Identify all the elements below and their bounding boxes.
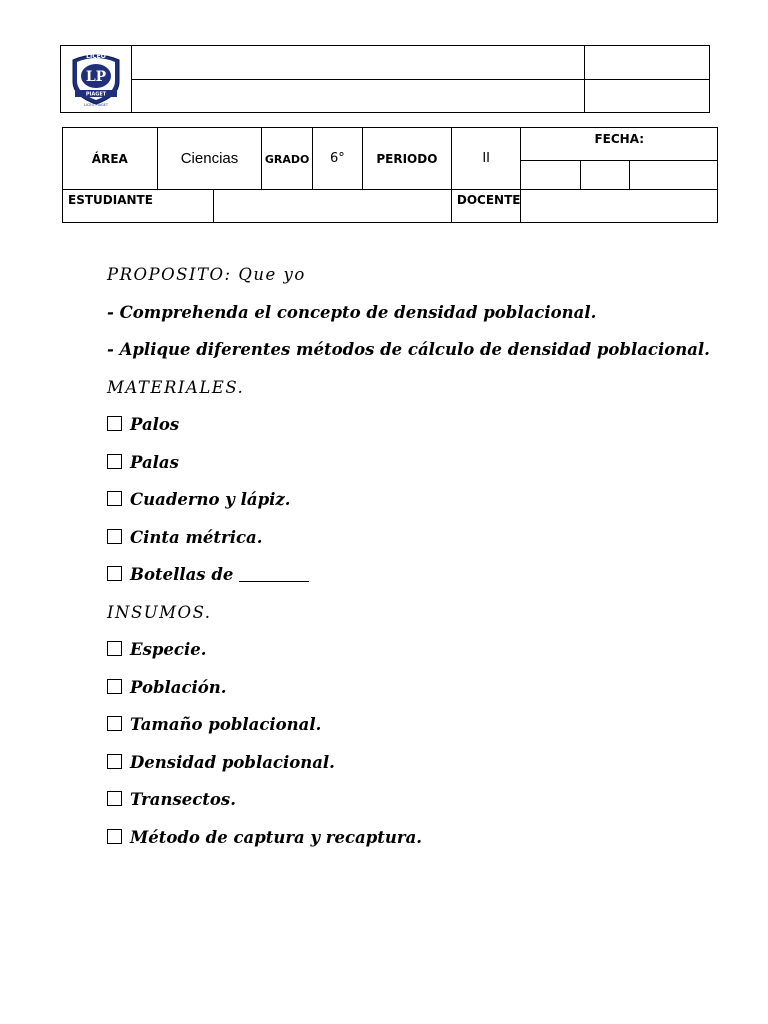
periodo-label: PERIODO xyxy=(376,151,438,166)
checkbox-icon[interactable] xyxy=(107,529,122,544)
header-table xyxy=(60,45,710,113)
materiales-item: Botellas de xyxy=(107,556,707,594)
fecha-year-cell xyxy=(630,161,718,190)
logo-cell xyxy=(61,46,132,113)
checkbox-icon[interactable] xyxy=(107,791,122,806)
header-title-cell xyxy=(132,46,585,80)
materiales-item: Palas xyxy=(107,444,707,482)
periodo-value: II xyxy=(482,151,490,166)
checkbox-icon[interactable] xyxy=(107,679,122,694)
grado-value: 6° xyxy=(329,151,345,166)
proposito-heading: PROPOSITO: Que yo xyxy=(107,265,306,284)
checkbox-icon[interactable] xyxy=(107,641,122,656)
header-right-cell xyxy=(585,46,710,80)
checkbox-icon[interactable] xyxy=(107,566,122,581)
area-label-cell xyxy=(63,128,158,190)
insumos-item: Densidad poblacional. xyxy=(107,744,707,782)
materiales-item: Palos xyxy=(107,406,707,444)
fecha-label: FECHA: xyxy=(594,132,645,146)
insumos-item: Población. xyxy=(107,669,707,707)
grado-value-cell xyxy=(312,128,362,190)
area-value-cell xyxy=(157,128,262,190)
blank-line xyxy=(239,567,309,582)
info-table xyxy=(62,127,718,223)
area-value: Ciencias xyxy=(180,150,239,167)
checkbox-icon[interactable] xyxy=(107,454,122,469)
checkbox-icon[interactable] xyxy=(107,829,122,844)
docente-label: DOCENTE xyxy=(456,193,521,207)
logo-caption: LICEO PIAGET xyxy=(83,103,109,107)
insumos-heading: INSUMOS. xyxy=(107,602,212,622)
insumos-item: Método de captura y recaptura. xyxy=(107,819,707,857)
estudiante-label-cell xyxy=(63,190,214,223)
fecha-label-cell xyxy=(521,128,718,161)
periodo-value-cell xyxy=(451,128,521,190)
logo-ribbon: PIAGET xyxy=(85,91,107,98)
checkbox-icon[interactable] xyxy=(107,416,122,431)
insumos-item: Especie. xyxy=(107,631,707,669)
grado-label: GRADO xyxy=(264,152,310,166)
materiales-heading: MATERIALES. xyxy=(107,377,245,397)
header-subtitle-cell xyxy=(132,79,585,113)
proposito-item: - Aplique diferentes métodos de cálculo de densidad poblacional. xyxy=(107,340,710,359)
insumos-item: Tamaño poblacional. xyxy=(107,706,707,744)
insumos-item: Transectos. xyxy=(107,781,707,819)
school-logo xyxy=(65,46,127,108)
area-label: ÁREA xyxy=(91,151,128,166)
materiales-item: Cuaderno y lápiz. xyxy=(107,481,707,519)
fecha-month-cell xyxy=(580,161,630,190)
docente-label-cell xyxy=(451,190,521,223)
logo-top-text: LICEO xyxy=(86,53,106,60)
checkbox-icon[interactable] xyxy=(107,754,122,769)
docente-value-cell xyxy=(521,190,718,223)
grado-label-cell xyxy=(262,128,312,190)
checkbox-icon[interactable] xyxy=(107,716,122,731)
fecha-day-cell xyxy=(521,161,580,190)
estudiante-label: ESTUDIANTE xyxy=(68,193,153,207)
proposito-item: - Comprehenda el concepto de densidad poblacional. xyxy=(107,302,597,322)
worksheet-body xyxy=(107,256,710,856)
estudiante-value-cell xyxy=(213,190,451,223)
header-right-cell-2 xyxy=(585,79,710,113)
materiales-item: Cinta métrica. xyxy=(107,519,707,557)
logo-initials: LP xyxy=(85,69,107,85)
periodo-label-cell xyxy=(362,128,451,190)
checkbox-icon[interactable] xyxy=(107,491,122,506)
